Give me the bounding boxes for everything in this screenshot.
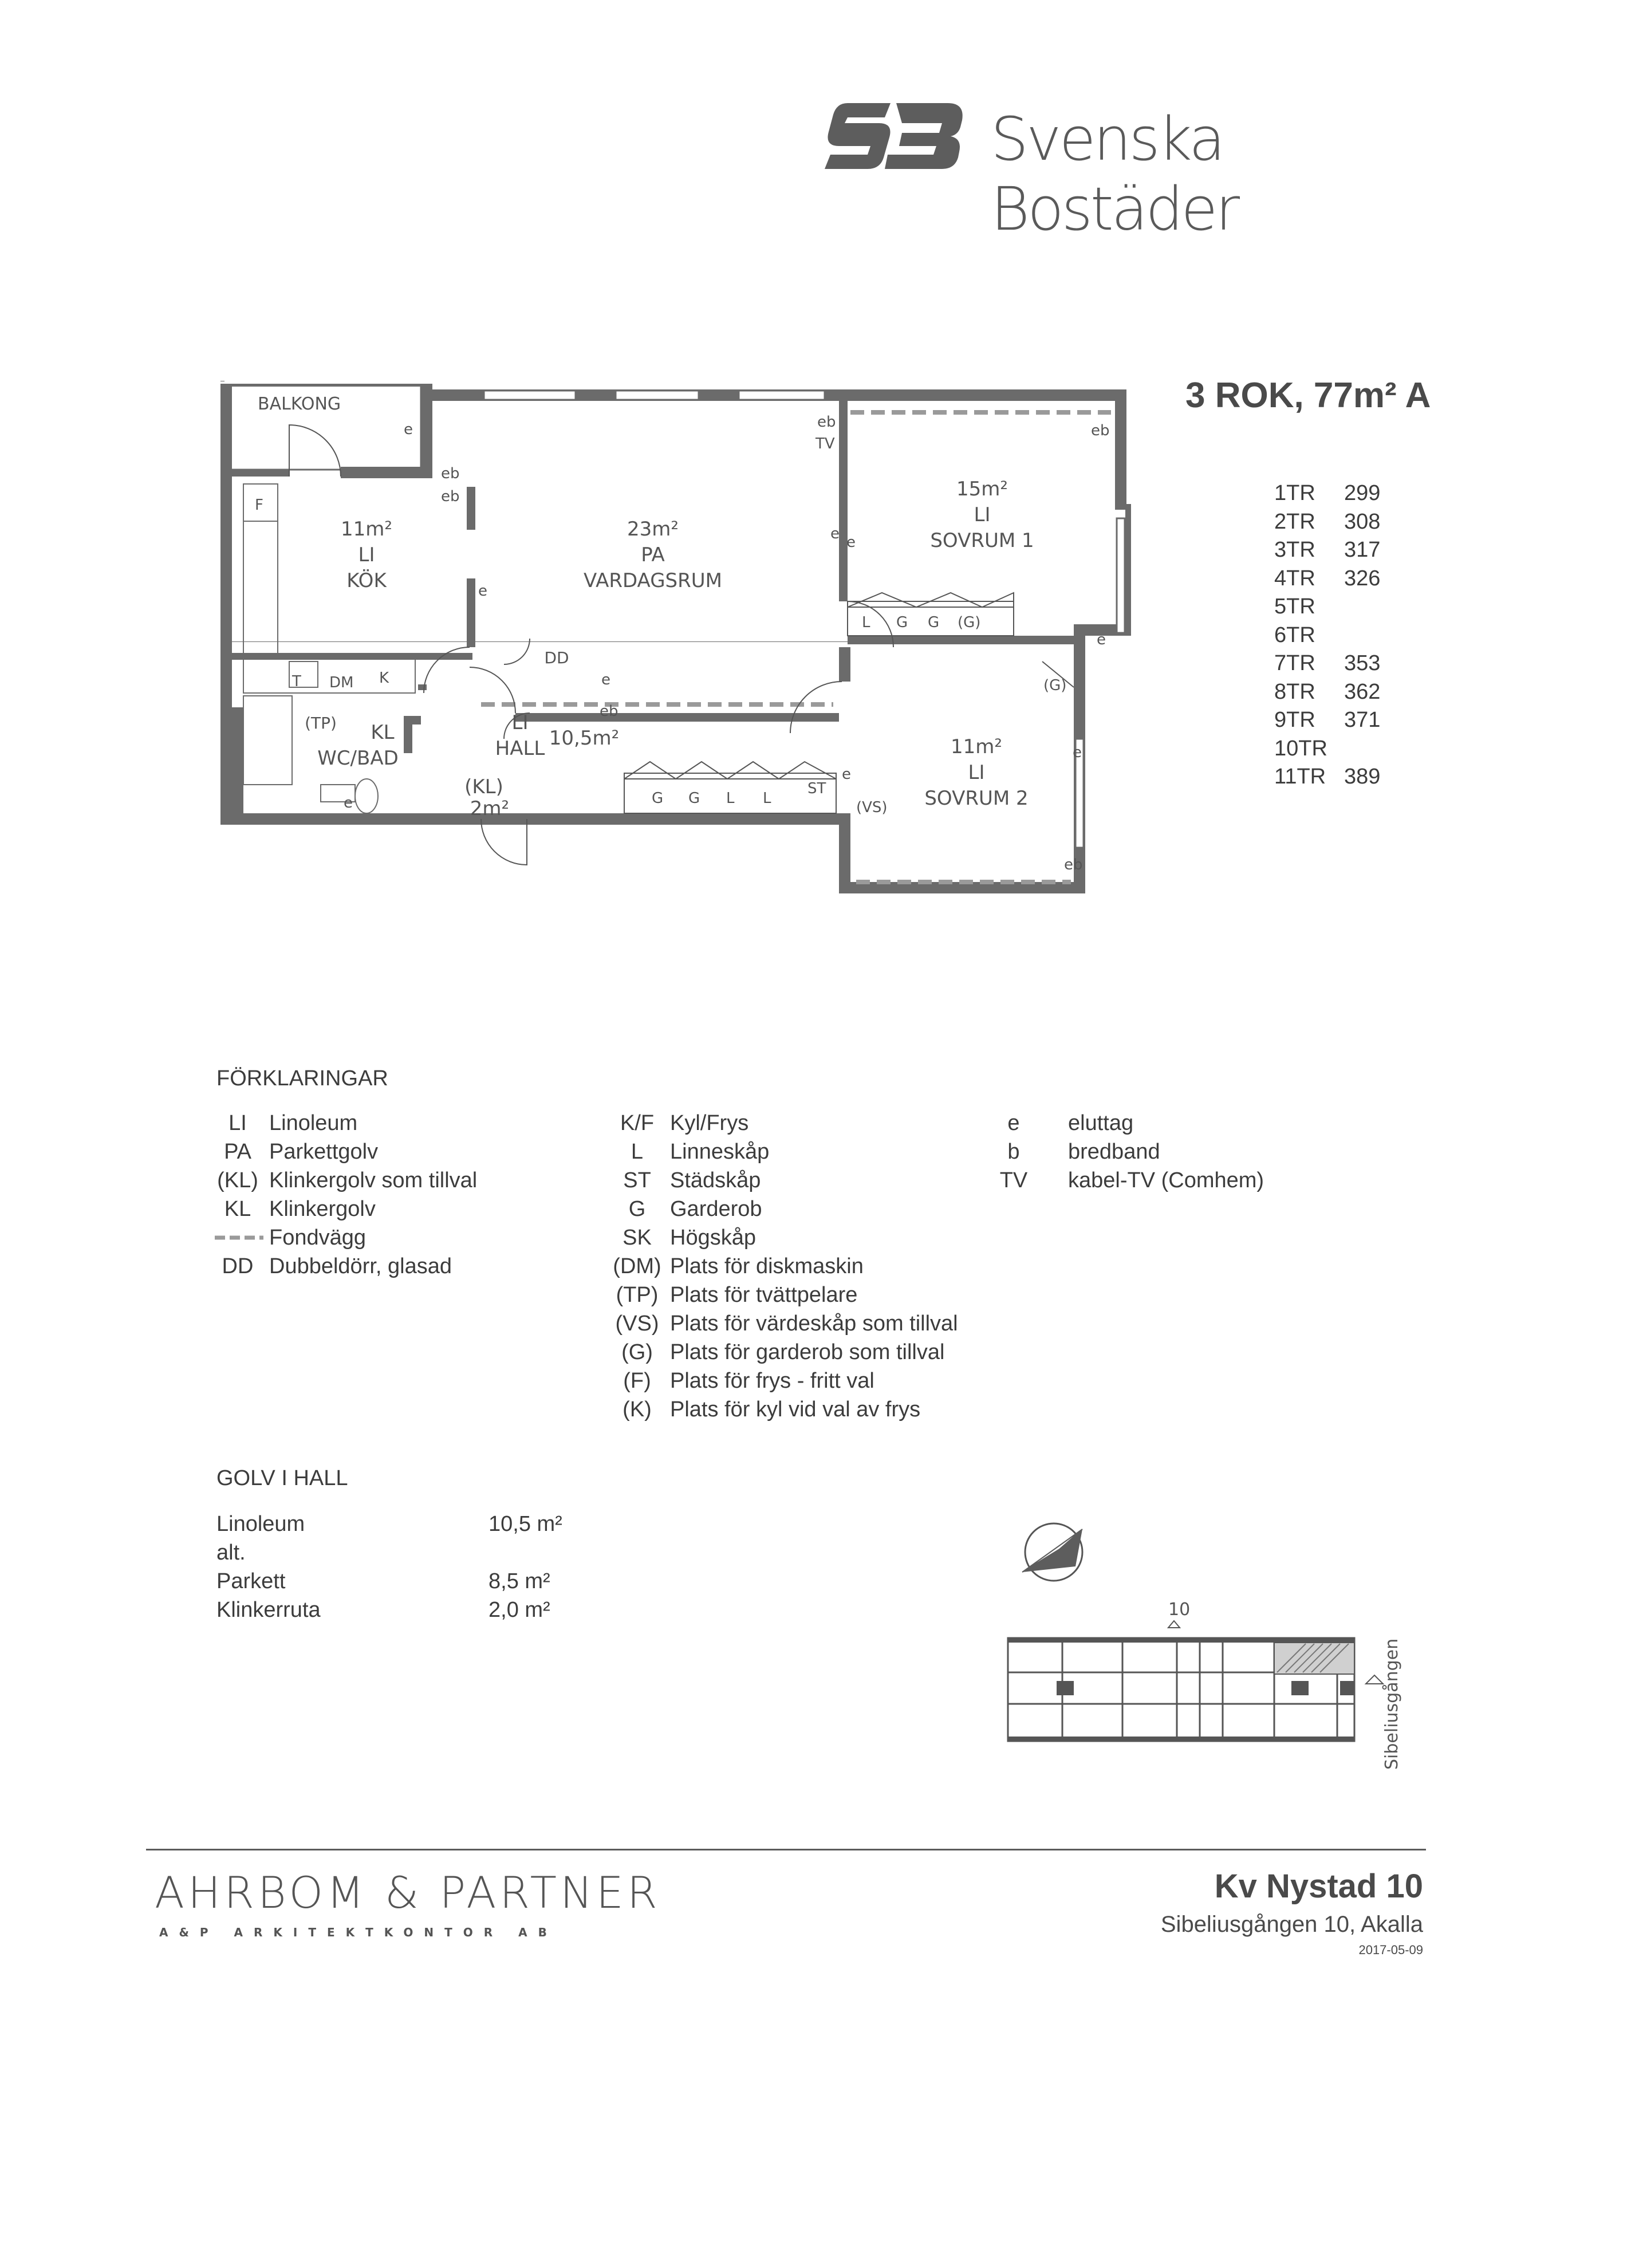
legend-code: L xyxy=(631,1140,644,1164)
floor-label: 8TR xyxy=(1274,679,1315,704)
hall-dd: DD xyxy=(544,648,569,667)
outlet-eb: eb xyxy=(1091,422,1110,439)
bedroom1-area: 15m² xyxy=(956,478,1008,501)
outlet-eb: eb xyxy=(441,465,460,482)
outlet-eb: eb xyxy=(441,488,460,505)
outlet-e: e xyxy=(842,766,851,783)
legend-row xyxy=(206,1140,477,1168)
legend-row xyxy=(206,1226,477,1254)
floor-label: 11TR xyxy=(1274,765,1326,789)
linen-cabinet: L xyxy=(862,614,870,631)
t-label: T xyxy=(292,673,301,690)
legend-code: ST xyxy=(623,1168,651,1192)
legend-code: KL xyxy=(224,1197,251,1221)
floor-label: 10TR xyxy=(1274,736,1327,761)
legend-text: Plats för tvättpelare xyxy=(670,1283,858,1307)
legend-row xyxy=(604,1254,958,1283)
legend-title: FÖRKLARINGAR xyxy=(216,1066,388,1090)
legend-code: LI xyxy=(228,1111,247,1135)
legend-code: DD xyxy=(222,1254,254,1278)
entrance-arrow-icon xyxy=(1366,1675,1383,1684)
floor-hall-row xyxy=(216,1541,562,1569)
site-plan xyxy=(999,1592,1417,1775)
legend-col-2 xyxy=(604,1111,958,1426)
legend-code: (G) xyxy=(621,1340,653,1364)
price-row xyxy=(1274,594,1380,623)
price-row xyxy=(1274,680,1380,708)
outlet-e: e xyxy=(846,534,856,551)
price-value: 371 xyxy=(1344,708,1381,732)
legend-text: Klinkergolv xyxy=(269,1197,376,1221)
outlet-eb: eb xyxy=(817,414,836,431)
floor-material: Klinkerruta xyxy=(216,1598,321,1622)
floor-label: 1TR xyxy=(1274,481,1315,505)
legend-text: Plats för diskmaskin xyxy=(670,1254,864,1278)
wardrobe-g: G xyxy=(928,614,940,631)
legend-text: Parkettgolv xyxy=(269,1140,379,1164)
legend-code: (DM) xyxy=(613,1254,661,1278)
street-name: Sibeliusgången xyxy=(1382,1638,1402,1770)
price-value: 299 xyxy=(1344,481,1381,505)
bedroom1-floor: LI xyxy=(974,503,991,526)
legend-code: PA xyxy=(224,1140,251,1164)
wardrobe-g: G xyxy=(896,614,908,631)
bedroom2-area: 11m² xyxy=(950,735,1003,758)
hall-kl-area: 2m² xyxy=(470,797,510,820)
legend-row xyxy=(604,1168,958,1197)
sb-logo-mark xyxy=(822,92,971,178)
price-row xyxy=(1274,651,1380,680)
legend-row xyxy=(604,1397,958,1426)
kitchen-area: 11m² xyxy=(340,518,393,541)
legend-row xyxy=(604,1111,958,1140)
floor-hall-row xyxy=(216,1569,562,1598)
legend-text: Linoleum xyxy=(269,1111,358,1135)
legend-text: Kyl/Frys xyxy=(670,1111,749,1135)
apartment-title: 3 ROK, 77m² A xyxy=(1185,376,1431,415)
price-row xyxy=(1274,737,1380,765)
linen-cabinet: L xyxy=(726,790,735,807)
price-value: 326 xyxy=(1344,566,1381,590)
freezer-label: F xyxy=(255,497,263,514)
legend-row xyxy=(604,1283,958,1312)
wardrobe-optional: (G) xyxy=(1043,677,1067,694)
price-value: 317 xyxy=(1344,538,1381,562)
legend-row xyxy=(985,1140,1264,1168)
price-value: 362 xyxy=(1344,679,1381,704)
legend-code: G xyxy=(628,1197,646,1221)
legend-code: (TP) xyxy=(616,1283,659,1307)
legend-code: e xyxy=(1007,1111,1020,1135)
bedroom2-name: SOVRUM 2 xyxy=(924,787,1029,810)
bedroom1-name: SOVRUM 1 xyxy=(930,529,1034,552)
wardrobe-optional: (G) xyxy=(958,614,981,631)
project-address: Sibeliusgången 10, Akalla xyxy=(1160,1912,1423,1937)
compass-icon xyxy=(1019,1518,1088,1586)
legend-row xyxy=(985,1168,1264,1197)
hall-kl: (KL) xyxy=(464,775,503,798)
legend-row xyxy=(604,1369,958,1397)
legend-text: kabel-TV (Comhem) xyxy=(1068,1168,1264,1192)
legend-row xyxy=(206,1197,477,1226)
legend-text: Linneskåp xyxy=(670,1140,770,1164)
legend-code: (VS) xyxy=(615,1312,659,1336)
architect-name: AHRBOM & PARTNER xyxy=(155,1867,661,1918)
fridge-label: K xyxy=(379,670,389,687)
legend-text: Plats för kyl vid val av frys xyxy=(670,1397,921,1422)
floor-hall-table xyxy=(216,1512,562,1627)
safe-optional: (VS) xyxy=(856,799,888,816)
legend-text: eluttag xyxy=(1068,1111,1134,1135)
floor-label: 9TR xyxy=(1274,708,1315,732)
price-row xyxy=(1274,538,1380,566)
price-row xyxy=(1274,481,1380,510)
legend-col-3 xyxy=(985,1111,1264,1197)
hall-name: HALL xyxy=(495,737,545,760)
floor-material: Parkett xyxy=(216,1569,286,1593)
legend-row xyxy=(206,1111,477,1140)
legend-code: (KL) xyxy=(217,1168,258,1192)
outlet-e: e xyxy=(830,525,840,542)
bath-name: WC/BAD xyxy=(317,747,399,770)
legend-row xyxy=(206,1254,477,1283)
floor-area: 8,5 m² xyxy=(488,1569,550,1593)
cleaning-cabinet: ST xyxy=(807,780,826,797)
legend-row xyxy=(206,1168,477,1197)
floor-hall-title: GOLV I HALL xyxy=(216,1466,348,1490)
tv-outlet: TV xyxy=(815,435,835,452)
legend-text: Plats för frys - fritt val xyxy=(670,1369,874,1393)
entrance-marker-icon xyxy=(1168,1621,1180,1628)
floor-material: alt. xyxy=(216,1541,246,1565)
floor-hall-row xyxy=(216,1598,562,1627)
floor-label: 6TR xyxy=(1274,623,1315,647)
highlighted-apartment xyxy=(1274,1643,1354,1674)
legend-code: TV xyxy=(999,1168,1028,1192)
brand-name: Svenska Bostäder xyxy=(991,104,1238,244)
bath-floor: KL xyxy=(371,721,395,744)
legend-row xyxy=(985,1111,1264,1140)
floor-area: 10,5 m² xyxy=(488,1512,562,1536)
legend-text: Fondvägg xyxy=(269,1226,367,1250)
fond-wall-symbol xyxy=(206,1226,269,1254)
price-value: 353 xyxy=(1344,651,1381,675)
house-number: 10 xyxy=(1168,1600,1191,1620)
legend-code: K/F xyxy=(620,1111,655,1135)
floor-label: 7TR xyxy=(1274,651,1315,675)
hall-area: 10,5m² xyxy=(549,727,620,750)
footer-divider xyxy=(146,1849,1426,1850)
bedroom2-floor: LI xyxy=(968,761,985,784)
legend-text: Plats för garderob som tillval xyxy=(670,1340,945,1364)
project-date: 2017-05-09 xyxy=(1358,1943,1423,1957)
brand-logo xyxy=(822,92,1417,244)
legend-code: (K) xyxy=(623,1397,652,1422)
outlet-eb: eb xyxy=(600,703,618,720)
legend-text: Högskåp xyxy=(670,1226,756,1250)
legend-text: Städskåp xyxy=(670,1168,761,1192)
price-row xyxy=(1274,566,1380,595)
outlet-e: e xyxy=(478,582,487,600)
outlet-e: e xyxy=(1073,744,1082,761)
wardrobe-g: G xyxy=(652,790,664,807)
kitchen-floor: LI xyxy=(358,544,375,566)
price-table xyxy=(1274,481,1380,793)
legend-text: Garderob xyxy=(670,1197,762,1221)
legend-text: bredband xyxy=(1068,1140,1160,1164)
legend-row xyxy=(604,1226,958,1254)
floor-hall-row xyxy=(216,1512,562,1541)
balcony-label: BALKONG xyxy=(258,394,341,414)
price-row xyxy=(1274,765,1380,793)
price-value: 389 xyxy=(1344,765,1381,789)
legend-row xyxy=(604,1312,958,1340)
walls xyxy=(220,381,1131,893)
floor-label: 5TR xyxy=(1274,594,1315,619)
fond-walls xyxy=(481,412,1111,882)
living-floor: PA xyxy=(641,544,665,566)
floor-label: 4TR xyxy=(1274,566,1315,590)
legend-row xyxy=(604,1197,958,1226)
living-area: 23m² xyxy=(627,518,679,541)
legend-text: Plats för värdeskåp som tillval xyxy=(670,1312,958,1336)
floor-label: 3TR xyxy=(1274,538,1315,562)
hall-floor: LI xyxy=(511,711,529,734)
legend-text: Dubbeldörr, glasad xyxy=(269,1254,452,1278)
outlet-e: e xyxy=(344,794,353,812)
floor-plan xyxy=(212,372,1174,916)
legend-col-1 xyxy=(206,1111,477,1283)
architect-sub: A&P ARKITEKTKONTOR AB xyxy=(159,1926,558,1939)
linen-cabinet: L xyxy=(763,790,771,807)
price-row xyxy=(1274,510,1380,538)
price-value: 308 xyxy=(1344,509,1381,534)
floor-area: 2,0 m² xyxy=(488,1598,550,1622)
floor-label: 2TR xyxy=(1274,509,1315,534)
wardrobe-g: G xyxy=(688,790,700,807)
living-name: VARDAGSRUM xyxy=(584,569,722,592)
dm-label: DM xyxy=(329,674,354,691)
legend-code: SK xyxy=(623,1226,652,1250)
floor-material: Linoleum xyxy=(216,1512,305,1536)
outlet-eb: eb xyxy=(1064,856,1083,873)
legend-row xyxy=(604,1340,958,1369)
bath-tp: (TP) xyxy=(305,714,337,733)
legend-row xyxy=(604,1140,958,1168)
outlet-e: e xyxy=(601,671,610,688)
legend-code: (F) xyxy=(623,1369,651,1393)
project-title: Kv Nystad 10 xyxy=(1214,1868,1423,1905)
outlet-e: e xyxy=(1097,631,1106,648)
price-row xyxy=(1274,708,1380,737)
price-row xyxy=(1274,623,1380,652)
legend-code: b xyxy=(1007,1140,1020,1164)
outlet-e: e xyxy=(404,421,413,438)
legend-text: Klinkergolv som tillval xyxy=(269,1168,478,1192)
kitchen-name: KÖK xyxy=(346,569,387,592)
